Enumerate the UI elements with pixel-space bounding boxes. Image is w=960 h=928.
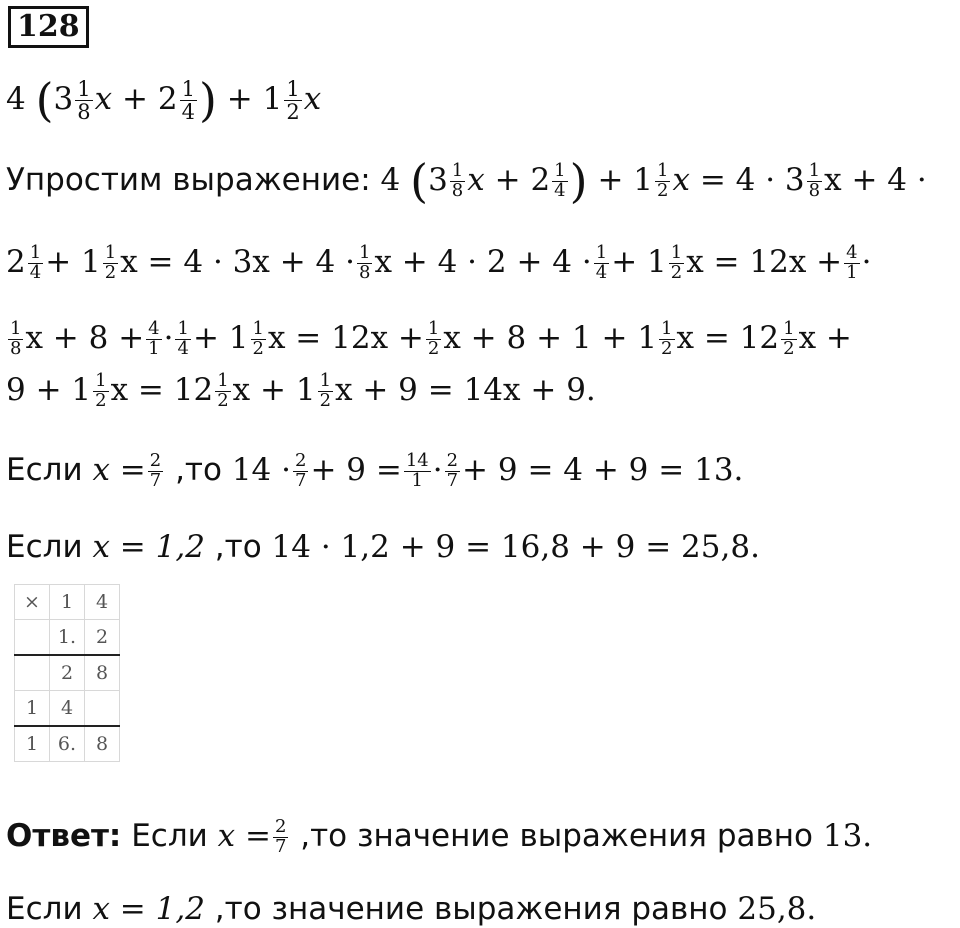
- table-cell: [15, 655, 50, 691]
- table-cell: 1: [50, 585, 85, 620]
- frac: $\frac{1}{2}$: [661, 318, 673, 359]
- a-int: 3: [428, 161, 448, 198]
- multiplication-table: [14, 584, 120, 762]
- b-int: 2: [157, 81, 178, 118]
- plus: +: [597, 161, 624, 198]
- frac: $\frac{1}{2}$: [252, 318, 264, 359]
- frac: $\frac{1}{2}$: [95, 370, 107, 411]
- step-text: + 1: [45, 243, 101, 280]
- frac: $\frac{1}{2}$: [657, 160, 669, 201]
- frac: $\frac{1}{2}$: [783, 318, 795, 359]
- var-x-2: x: [303, 81, 322, 118]
- table-cell: 1.: [50, 620, 85, 656]
- table-cell: [15, 620, 50, 656]
- if-label: Если: [6, 891, 83, 927]
- calc: ·: [432, 451, 443, 488]
- var-x: x: [672, 161, 690, 198]
- var-x: x: [94, 81, 113, 118]
- a-frac: $\frac{1}{8}$: [77, 77, 91, 125]
- step-line-3: [6, 320, 852, 359]
- c-frac: $\frac{1}{2}$: [286, 77, 300, 125]
- frac: $\frac{1}{2}$: [427, 318, 440, 359]
- b-frac: $\frac{1}{4}$: [181, 77, 195, 125]
- frac: $\frac{1}{2}$: [319, 370, 332, 411]
- frac-2-7: $\frac{2}{7}$: [274, 816, 287, 857]
- frac: $\frac{1}{8}$: [808, 160, 821, 201]
- c-int: 1: [262, 81, 283, 118]
- coef: 4: [6, 81, 26, 118]
- frac: $\frac{1}{2}$: [104, 242, 117, 283]
- answer-line-2: [6, 891, 817, 927]
- b-int: 2: [530, 161, 551, 198]
- coef: 4: [380, 161, 401, 198]
- frac: $\frac{1}{8}$: [358, 242, 371, 283]
- step-text: x = 4 · 3x + 4 ·: [120, 243, 355, 280]
- close-paren: ): [198, 73, 217, 128]
- step-text: ·: [163, 319, 174, 356]
- frac: $\frac{1}{4}$: [29, 242, 42, 283]
- step-text: x +: [798, 319, 852, 356]
- table-row: [15, 655, 120, 691]
- frac: $\frac{4}{1}$: [846, 242, 858, 283]
- calc: + 9 =: [310, 451, 402, 488]
- table-cell: 4: [50, 691, 85, 727]
- table-cell: 6.: [50, 726, 85, 762]
- frac: $\frac{1}{2}$: [670, 242, 683, 283]
- if-label: Если: [6, 451, 83, 488]
- step-text: 9 + 1: [6, 371, 92, 408]
- frac: $\frac{2}{7}$: [294, 450, 307, 491]
- case-1: [6, 452, 743, 491]
- table-cell: 2: [50, 655, 85, 691]
- table-cell: 8: [85, 655, 120, 691]
- answer-value-1: 13.: [822, 817, 873, 854]
- table-row: [15, 585, 120, 620]
- step-text: x + 4 ·: [824, 161, 927, 198]
- answer-value-2: 25,8.: [737, 891, 817, 927]
- var-x: x: [467, 161, 485, 198]
- step-text: x + 8 + 1 + 1: [443, 319, 658, 356]
- if-label: Если: [131, 817, 208, 854]
- close-paren: ): [569, 153, 588, 208]
- x-eq: x = 1,2: [92, 529, 205, 565]
- frac: $\frac{1}{4}$: [595, 242, 608, 283]
- table-cell: 1: [15, 691, 50, 727]
- plus: +: [122, 81, 148, 118]
- step-text: ·: [861, 243, 872, 280]
- then-label: ,то: [175, 451, 222, 488]
- c-int: 1: [633, 161, 654, 198]
- calc: 14 ·: [231, 451, 291, 488]
- case-2: [6, 529, 760, 565]
- step-text: x = 12: [676, 319, 780, 356]
- table-cell: 2: [85, 620, 120, 656]
- calc: 14 · 1,2 + 9 = 16,8 + 9 = 25,8.: [271, 529, 760, 565]
- open-paren: (: [410, 153, 429, 208]
- b-int: 2: [6, 243, 26, 280]
- frac: $\frac{1}{2}$: [217, 370, 229, 411]
- step-text: x = 12x +: [686, 243, 843, 280]
- frac: $\frac{4}{1}$: [148, 318, 160, 359]
- step-text: x = 12: [110, 371, 214, 408]
- open-paren: (: [35, 73, 54, 128]
- answer-label: Ответ:: [6, 817, 122, 854]
- answer-line-1: [6, 818, 872, 857]
- x-eq: x =: [217, 817, 271, 854]
- step-text: x + 4 · 2 + 4 ·: [374, 243, 592, 280]
- answer-text: ,то значение выражения равно: [300, 817, 813, 854]
- original-expression: [6, 73, 322, 128]
- then-label: ,то: [214, 529, 262, 565]
- frac: $\frac{1}{8}$: [10, 318, 22, 359]
- answer-text: ,то значение выражения равно: [214, 891, 728, 927]
- frac-14-1: $\frac{14}{1}$: [405, 450, 429, 491]
- step-text: x = 12x +: [267, 319, 424, 356]
- frac: $\frac{1}{4}$: [554, 160, 566, 201]
- frac: $\frac{1}{4}$: [177, 318, 189, 359]
- frac: $\frac{2}{7}$: [446, 450, 459, 491]
- x-eq: x = 1,2: [92, 891, 205, 927]
- step-text: = 4 · 3: [699, 161, 805, 198]
- frac: $\frac{1}{8}$: [451, 160, 464, 201]
- step-line-2: [6, 244, 871, 283]
- frac-2-7: $\frac{2}{7}$: [149, 450, 162, 491]
- step-text: + 1: [192, 319, 249, 356]
- simplify-label: Упростим выражение:: [6, 161, 371, 198]
- table-cell: ×: [15, 585, 50, 620]
- table-cell: [85, 691, 120, 727]
- step-text: + 1: [611, 243, 667, 280]
- plus: +: [494, 161, 521, 198]
- step-line-4: [6, 372, 596, 411]
- table-row: [15, 691, 120, 727]
- table-row: [15, 620, 120, 656]
- step-text: x + 9 = 14x + 9.: [335, 371, 596, 408]
- a-int: 3: [53, 81, 74, 118]
- table-cell: 1: [15, 726, 50, 762]
- table-row: [15, 726, 120, 762]
- plus-2: +: [226, 81, 253, 118]
- x-eq: x =: [92, 451, 146, 488]
- problem-number: 128: [8, 6, 89, 48]
- step-text: x + 1: [232, 371, 316, 408]
- step-text: x + 8 +: [25, 319, 145, 356]
- table-cell: 8: [85, 726, 120, 762]
- table-cell: 4: [85, 585, 120, 620]
- step-line-1: [6, 153, 927, 208]
- calc: + 9 = 4 + 9 = 13.: [462, 451, 744, 488]
- if-label: Если: [6, 529, 83, 565]
